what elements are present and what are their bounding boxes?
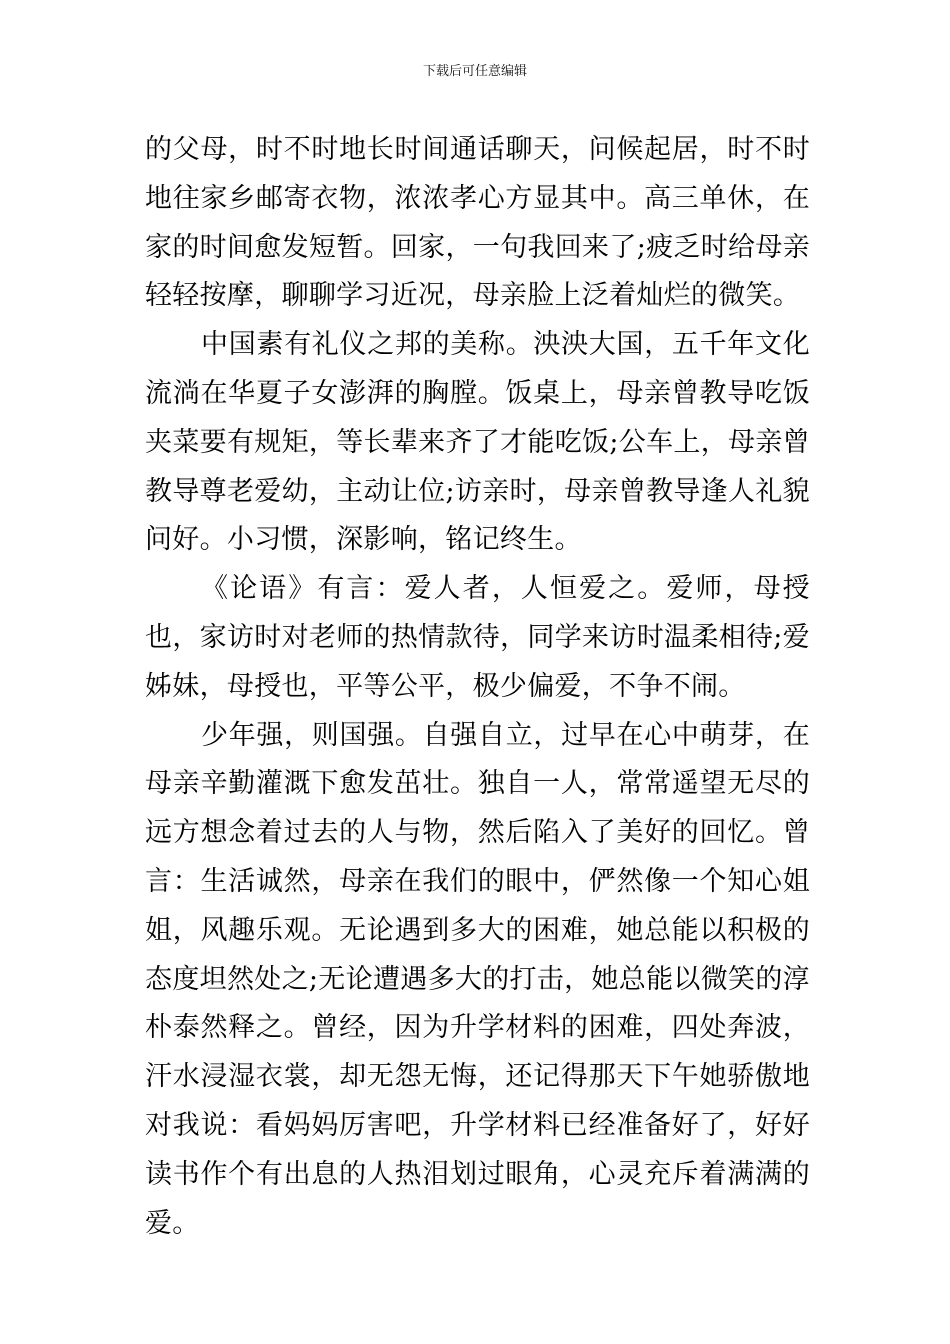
- paragraph-continuation: 的父母，时不时地长时间通话聊天，问候起居，时不时地往家乡邮寄衣物，浓浓孝心方显其中。高三单休，在家的时间愈发短暂。回家，一句我回来了;疲乏时给母亲轻轻按摩，聊聊学习近况，母亲脸上泛着灿烂的微笑。: [145, 134, 810, 312]
- paragraph-etiquette: 中国素有礼仪之邦的美称。泱泱大国，五千年文化流淌在华夏子女澎湃的胸膛。饭桌上，母亲曾教导吃饭夹菜要有规矩，等长辈来齐了才能吃饭;公车上，母亲曾教导尊老爱幼，主动让位;访亲时，母亲曾教导逢人礼貌问好。小习惯，深影响，铭记终生。: [145, 329, 810, 556]
- paragraph-self-reliance: 少年强，则国强。自强自立，过早在心中萌芽，在母亲辛勤灌溉下愈发茁壮。独自一人，常常遥望无尽的远方想念着过去的人与物，然后陷入了美好的回忆。曾言：生活诚然，母亲在我们的眼中，俨然像一个知心姐姐，风趣乐观。无论遇到多大的困难，她总能以积极的态度坦然处之;无论遭遇多大的打击，她总能以微笑的淳朴泰然释之。曾经，因为升学材料的困难，四处奔波，汗水浸湿衣裳，却无怨无悔，还记得那天下午她骄傲地对我说：看妈妈厉害吧，升学材料已经准备好了，好好读书作个有出息的人热泪划过眼角，心灵充斥着满满的爱。: [145, 719, 810, 1239]
- document-body: [145, 126, 810, 1248]
- page-header: 下载后可任意编辑: [422, 64, 527, 79]
- paragraph-analects: 《论语》有言：爱人者，人恒爱之。爱师，母授也，家访时对老师的热情款待，同学来访时温柔相待;爱姊妹，母授也，平等公平，极少偏爱，不争不闹。: [145, 573, 810, 702]
